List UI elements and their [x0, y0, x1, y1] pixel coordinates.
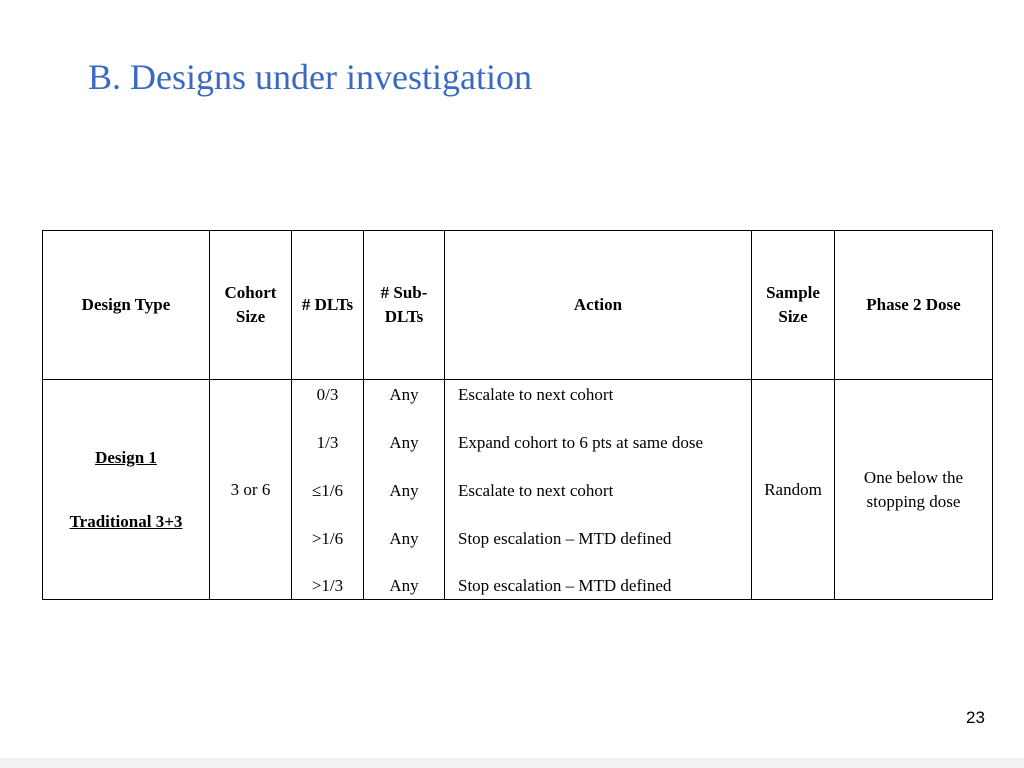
dlts-cell — [292, 380, 364, 600]
dlts-value: 0/3 — [316, 385, 339, 404]
header-cohort-size: Cohort Size — [210, 231, 292, 380]
header-dlts: # DLTs — [292, 231, 364, 380]
sub-dlts-value: Any — [389, 576, 419, 595]
slide-title: B. Designs under investigation — [88, 57, 532, 97]
action-value: Expand cohort to 6 pts at same dose — [458, 433, 704, 452]
dlts-value: ≤1/6 — [311, 481, 344, 500]
cohort-size-cell: 3 or 6 — [210, 380, 292, 600]
page-number: 23 — [966, 708, 985, 727]
sub-dlts-value: Any — [389, 385, 419, 404]
dlts-value: >1/6 — [311, 529, 344, 548]
bottom-band — [0, 758, 1024, 768]
design-type-cell — [43, 380, 210, 600]
action-value: Escalate to next cohort — [458, 385, 614, 404]
design-name: Design 1 — [95, 447, 157, 467]
sample-size-cell: Random — [752, 380, 835, 600]
sub-dlts-value: Any — [389, 481, 419, 500]
sub-dlts-cell — [364, 380, 445, 600]
sub-dlts-value: Any — [389, 529, 419, 548]
header-sample-size: Sample Size — [752, 231, 835, 380]
header-phase2-dose: Phase 2 Dose — [835, 231, 993, 380]
action-value: Stop escalation – MTD defined — [458, 529, 672, 548]
action-cell — [445, 380, 752, 600]
header-sub-dlts: # Sub-DLTs — [364, 231, 445, 380]
design-type: Traditional 3+3 — [69, 511, 183, 531]
dlts-value: 1/3 — [316, 433, 339, 452]
table-row — [43, 380, 993, 600]
action-value: Escalate to next cohort — [458, 481, 614, 500]
phase2-dose-cell: One below the stopping dose — [835, 380, 993, 600]
dlts-value: >1/3 — [311, 576, 344, 595]
header-design-type: Design Type — [43, 231, 210, 380]
sub-dlts-value: Any — [389, 433, 419, 452]
designs-table — [42, 230, 993, 600]
header-action: Action — [445, 231, 752, 380]
action-value: Stop escalation – MTD defined — [458, 576, 672, 595]
table-header-row — [43, 231, 993, 380]
